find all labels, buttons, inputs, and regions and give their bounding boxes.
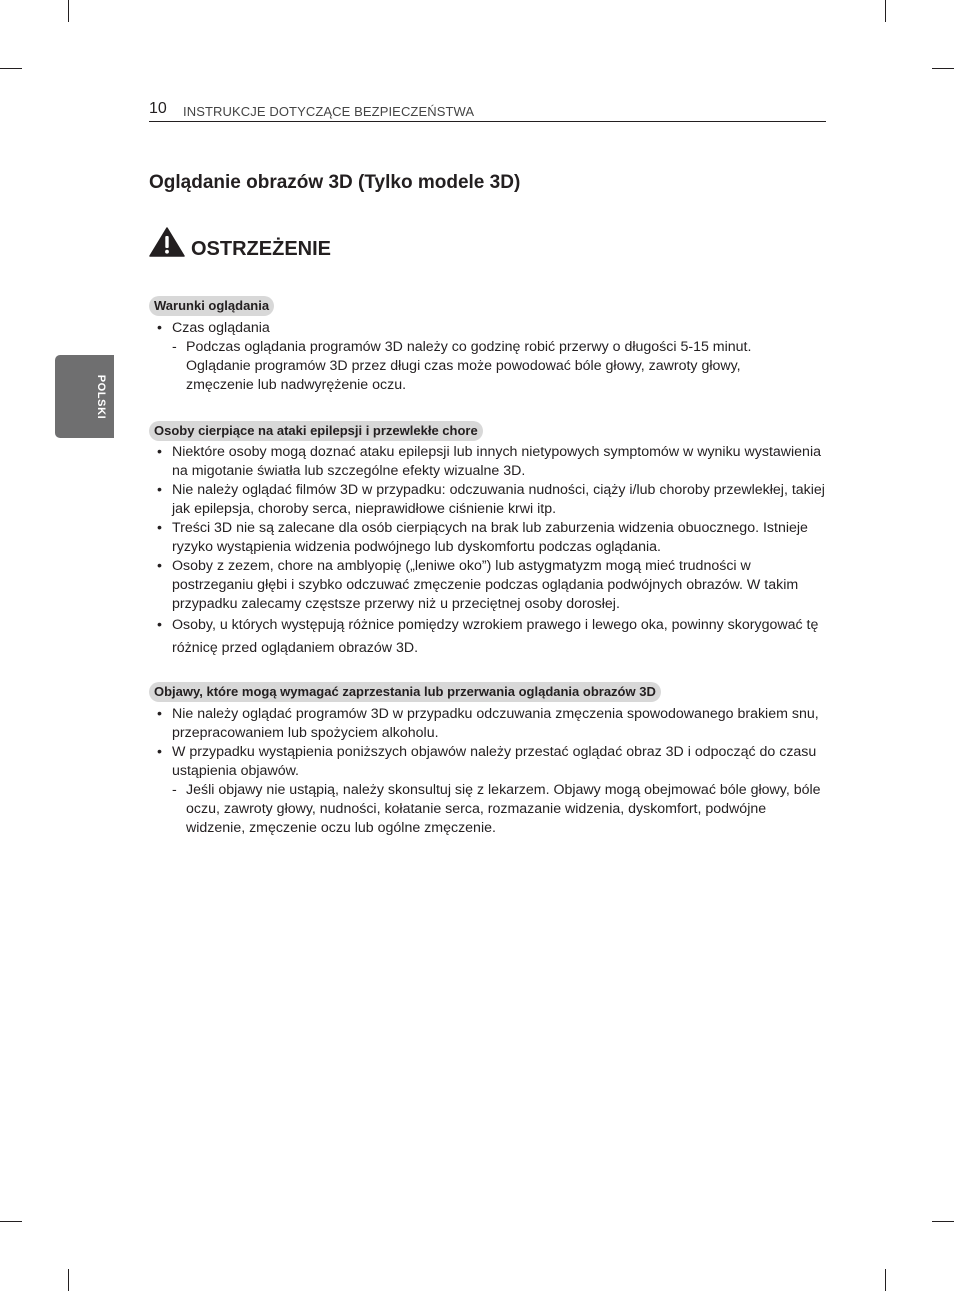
bullet-icon: • [157,482,162,498]
subsection-heading: Osoby cierpiące na ataki epilepsji i przewlekłe chore [149,421,483,441]
crop-mark [885,1269,886,1291]
list-item [149,557,831,614]
bullet-icon: • [157,558,162,574]
crop-mark [932,1221,954,1222]
sub-list-item [149,338,811,395]
warning-triangle-icon [149,227,185,257]
list-item-text: Nie należy oglądać filmów 3D w przypadku: odczuwania nudności, ciąży i/lub choroby przewlekłej, takiej jak epilepsja, choroby serca, nieprawidłowe ciśnienie krwi itp. [172,482,825,517]
sub-list-item-text: Podczas oglądania programów 3D należy co godzinę robić przerwy o długości 5-15 minut. Oglądanie programów 3D przez długi czas może powodować bóle głowy, zawroty głowy, zmęczenie lub nadwyrężenie oczu. [186,339,752,393]
list-item-text: Osoby z zezem, chore na amblyopię („leniwe oko”) lub astygmatyzm mogą mieć trudności w postrzeganiu głębi i szybko odczuwać zmęczenie podczas oglądania podwójnych obrazów. W takim przypadku zalecamy częstsze przerwy niż u przeciętnej osoby dorosłej. [172,558,799,612]
subsection-heading: Objawy, które mogą wymagać zaprzestania lub przerwania oglądania obrazów 3D [149,682,661,702]
sub-list-item-text: Jeśli objawy nie ustąpią, należy skonsultuj się z lekarzem. Objawy mogą obejmować bóle głowy, bóle oczu, zawroty głowy, nudności, kołatanie serca, rozmazanie widzenia, dyskomfort, podwójne widzenie, zmęczenie oczu lub ogólne zmęczenie. [186,782,821,836]
list-item-text: Czas oglądania [172,320,270,336]
language-tab-label: POLSKI [95,374,107,420]
list-item-text: Niektóre osoby mogą doznać ataku epilepsji lub innych nietypowych symptomów w wyniku wystawienia na migotanie światła lub szczególne efekty wizualne 3D. [172,444,821,479]
list-item [149,319,831,338]
list-item [149,519,831,557]
crop-mark [68,1269,69,1291]
page-number: 10 [149,100,167,117]
list-item-text: Nie należy oglądać programów 3D w przypadku odczuwania zmęczenia spowodowanego brakiem snu, przepracowaniem lub spożyciem alkoholu. [172,706,819,741]
list-item [149,743,831,781]
subsection-heading: Warunki oglądania [149,296,274,316]
warning-label: OSTRZEŻENIE [191,238,332,260]
bullet-icon: • [157,744,162,760]
list-item [149,705,831,743]
bullet-icon: • [157,520,162,536]
crop-mark [68,0,69,22]
crop-mark [0,68,22,69]
bullet-icon: • [157,444,162,460]
subsection-body [149,705,831,838]
section-title: Oglądanie obrazów 3D (Tylko modele 3D) [149,172,521,193]
language-tab [55,355,114,438]
bullet-icon: • [157,706,162,722]
list-item [149,443,831,481]
list-item [149,481,831,519]
dash-icon: - [172,782,177,798]
list-item-text: Osoby, u których występują różnice pomiędzy wzrokiem prawego i lewego oka, powinny skorygować tę różnicę przed oglądaniem obrazów 3D. [172,617,819,656]
crop-mark [885,0,886,22]
subsection-body [149,443,831,660]
bullet-icon: • [157,617,162,633]
bullet-icon: • [157,320,162,336]
list-item-text: W przypadku wystąpienia poniższych objawów należy przestać oglądać obraz 3D i odpocząć do czasu ustąpienia objawów. [172,744,817,779]
dash-icon: - [172,339,177,355]
page-header [149,100,826,122]
sub-list-item [149,781,821,838]
list-item [149,614,831,660]
header-title: INSTRUKCJE DOTYCZĄCE BEZPIECZEŃSTWA [183,104,475,119]
subsection-body [149,319,831,395]
crop-mark [0,1221,22,1222]
crop-mark [932,68,954,69]
list-item-text: Treści 3D nie są zalecane dla osób cierpiących na brak lub zaburzenia widzenia obuocznego. Istnieje ryzyko wystąpienia widzenia podwójnego lub dyskomfortu podczas oglądania. [172,520,808,555]
